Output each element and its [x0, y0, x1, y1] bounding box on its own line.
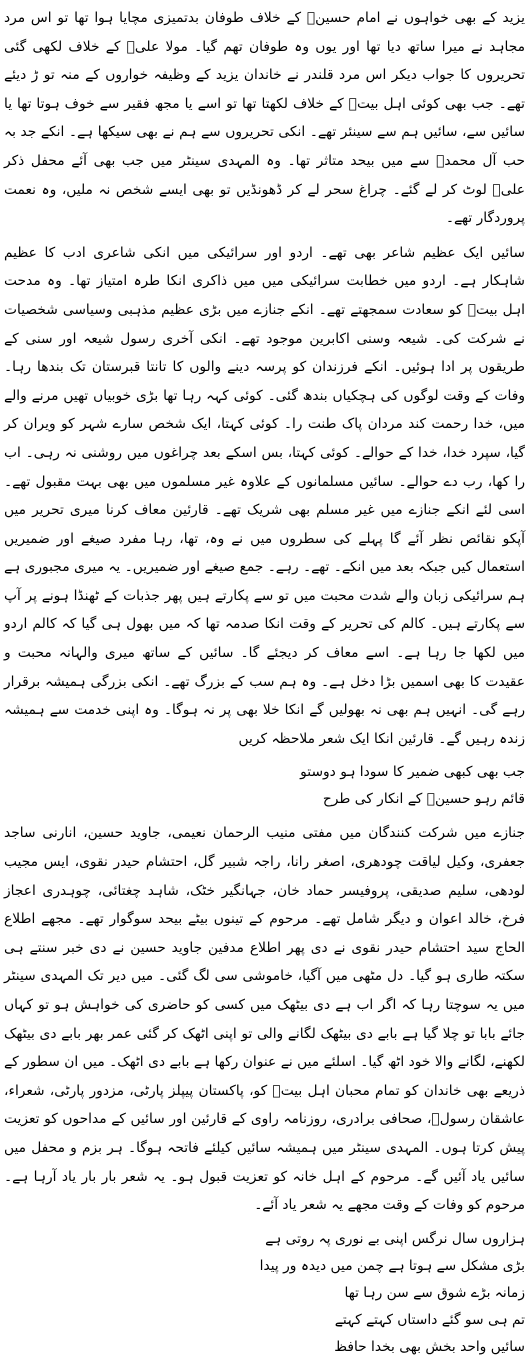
verse-line: تم ہی سو گئے داستاں کہتے کہتے — [334, 1311, 525, 1328]
closing-verses — [4, 1226, 525, 1361]
verse-line: ہزاروں سال نرگس اپنی بے نوری پہ روتی ہے — [265, 1230, 525, 1247]
poem-couplet-1 — [4, 759, 525, 813]
verse-line: زمانہ بڑے شوق سے سن رہا تھا — [344, 1284, 525, 1301]
closing-line: سائیں واحد بخش بھی بخدا حافظ — [334, 1338, 525, 1355]
verse-line: جب بھی کبھی ضمیر کا سودا ہو دوستو — [300, 764, 525, 781]
article-paragraph-1: یزید کے بھی خواہوں نے امام حسینؑ کے خلاف طوفان بدتمیزی مچایا ہوا تھا تو اس مرد مجاہد نے میرا ساتھ دیا تھا اور یوں وہ طوفان تھم گیا۔ مولا علیؑ کے خلاف لکھی گئی تحریروں کا جواب دیکر اس مرد قلندر نے خاندان یزید کے وظیفہ خواروں کے منہ تو ڑ دیئے تھے۔ جب بھی کوئی اہل بیتؑ کے خلاف لکھتا تھا تو اسے یا مجھ فقیر سے خوف ہوتا تھا یا سائیں سے، سائیں ہم سے سینئر تھے۔ انکی تحریروں سے ہم نے بھی سیکھا ہے۔ انکے جد بہ حب آل محمدؐ سے میں بیحد متاثر تھا۔ وہ المہدی سینٹر میں جب بھی آئے محفل ذکر علیؑ لوٹ کر لے گئے۔ چراغ سحر لے کر ڈھونڈیں تو بھی ایسے شخص نہ ملیں، وہ نعمت پروردگار تھے۔ — [4, 10, 525, 227]
article-paragraph-3: جنازے میں شرکت کنندگان میں مفتی منیب الرحمان نعیمی، جاوید حسین، انارنی ساجد جعفری، وکیل لیاقت چودھری، اصغر رانا، راجہ شبیر گل، احتشام حیدر نقوی، ایس مجیب لودھی، سلیم صدیقی، پروفیسر حماد خان، جہانگیر خٹک، شاہد چغتائی، چوہدری اعجاز فرخ، خالد اعوان و دیگر شامل تھے۔ مرحوم کے تینوں بیٹے بیحد سوگوار تھے۔ مجھے اطلاع الحاج سید احتشام حیدر نقوی نے دی پھر اطلاع مدفین جاوید حسین نے دی خبر سنتے ہی سکتہ طاری ہو گیا۔ دل مٹھی میں آگیا، خاموشی سی لگ گئی۔ میں دیر تک المہدی سینٹر میں یہ سوچتا رہا کہ اگر اب ہے دی بیٹھک میں کسی کو حاضری کی خواہش ہو تو کہاں جائے بابا تو چلا گیا ہے بابے دی بیٹھک لگانے والی تو اپنی اٹھک کر گئی عمر بھر بابے دی بیٹھک لکھنے، لگانے والا خود اٹھ گیا۔ اسلئے میں نے عنوان رکھا ہے بابے دی اٹھک۔ میں ان سطور کے ذریعے بھی خاندان کو تمام محبان اہل بیتؑ کو، پاکستان پیپلز پارٹی، مزدور پارٹی، شعراء، عاشقان رسولؐ، صحافی برادری، روزنامہ راوی کے قارئین اور سائیں کے مداحوں کو تعزیت پیش کرتا ہوں۔ المہدی سینٹر میں ہمیشہ سائیں کیلئے فاتحہ ہوگا۔ ہر بزم و محفل میں سائیں یاد آئیں گے۔ مرحوم کے اہل خانہ کو تعزیت قبول ہو۔ یہ شعر بار بار یاد آرہا ہے۔ مرحوم کو وفات کے وقت مجھے یہ شعر یاد آئے۔ — [4, 825, 525, 1214]
verse-line: بڑی مشکل سے ہوتا ہے چمن میں دیدہ ور پیدا — [259, 1257, 525, 1274]
verse-line: قائم رہو حسینؑ کے انکار کی طرح — [322, 791, 525, 808]
article-page — [4, 4, 525, 1355]
article-paragraph-2: سائیں ایک عظیم شاعر بھی تھے۔ اردو اور سرائیکی میں انکی شاعری ادب کا عظیم شاہکار ہے۔ اردو میں خطابت سرائیکی میں میں ذاکری انکا طرہ امتیاز تھا۔ وہ مدحت اہل بیتؑ کو سعادت سمجھتے تھے۔ انکے جنازے میں بڑی عظیم مذہبی وسیاسی شخصیات نے شرکت کی۔ شیعہ وسنی اکابرین موجود تھے۔ انکی آخری رسول شیعہ اور سنی کے طریقوں پر ادا ہوئیں۔ انکے فرزندان کو پرسہ دینے والوں کا تانتا قبرستان تک بندھا رہا۔ وفات کے وقت لوگوں کی ہچکیاں بندھ گئی۔ کوئی کہہ رہا تھا بڑی خوبیاں تھیں مرنے والے میں، خدا رحمت کند مردان پاک طنت را۔ کوئی کہتا، ایک شخص سارے شہر کو ویران کر گیا، سپرد خدا، خدا کے حوالے۔ کوئی کہتا، بس اسکے بعد چراغوں میں روشنی نہ رہی۔ اب را کھا، رب دے حوالے۔ سائیں مسلمانوں کے علاوہ غیر مسلموں میں بھی بہت مقبول تھے۔ اسی لئے انکے جنازے میں غیر مسلم بھی شریک تھے۔ قارئین معاف کرنا میری تحریر میں آپکو نقائص نظر آئے گا پہلے کی سطروں میں نے وہ، تھا، رہا مفرد صیغے اور ضمیریں استعمال کیں جبکہ بعد میں انکے۔ تھے۔ رہے۔ جمع صیغے اور ضمیریں۔ یہ میری مجبوری ہے ہم سرائیکی زبان والے شدت محبت میں تو سے پکارتے ہیں پھر جذبات کے ٹھنڈا ہونے پر آپ سے پکارتے ہیں۔ کالم کی تحریر کے وقت انکا صدمہ تھا کہ میں بھول ہی گیا کہ کالم اردو میں لکھا جا رہا ہے۔ اسے معاف کر دیجئے گا۔ سائیں کے ساتھ میری والہانہ محبت و عقیدت کا بھی اسمیں بڑا دخل ہے۔ وہ ہم سب کے بزرگ تھے۔ انکی بزرگی ہمیشہ برقرار رہے گی۔ انہیں ہم بھی نہ بھولیں گے انکا خلا بھی پر نہ ہوگا۔ وہ اپنی خدمت سے ہمیشہ زندہ رہیں گے۔ قارئین انکا ایک شعر ملاحظہ کریں — [4, 244, 525, 747]
